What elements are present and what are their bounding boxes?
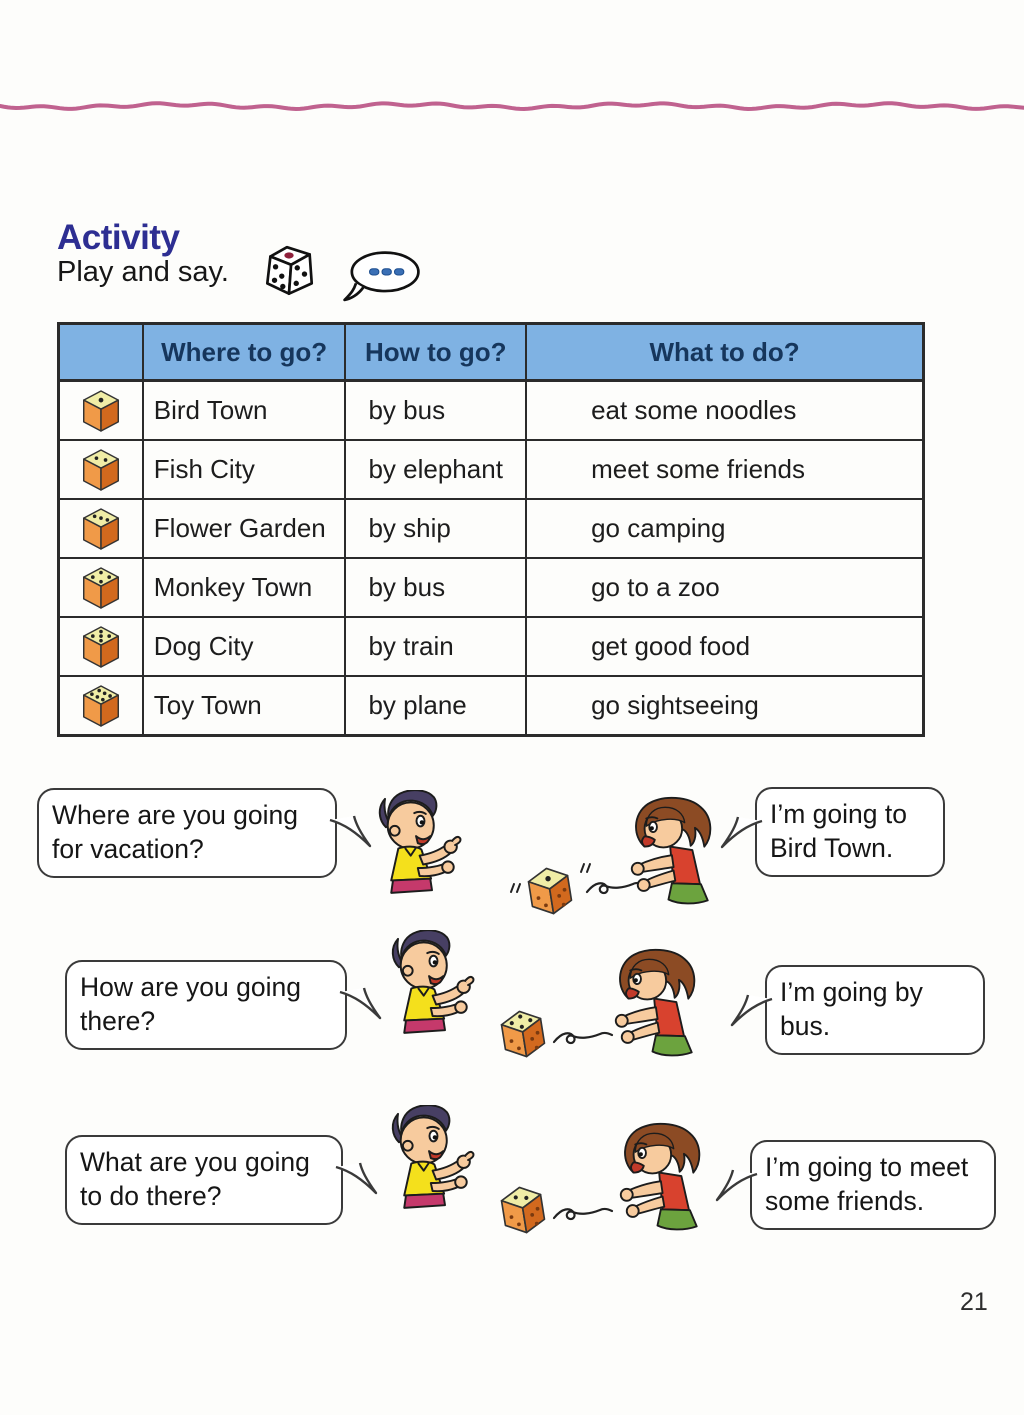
cell-how: by bus	[345, 558, 526, 617]
cell-how: by plane	[345, 676, 526, 736]
table-row	[59, 617, 924, 676]
girl-character-icon	[592, 944, 730, 1072]
bubble-tail	[730, 993, 772, 1027]
answer-bubble-2: I’m going by bus.	[765, 965, 985, 1055]
cell-what: eat some noodles	[526, 381, 923, 441]
flying-dice-icon	[496, 1005, 550, 1064]
dice-1-icon	[81, 388, 121, 434]
bubble-tail	[720, 815, 762, 849]
cell-what: meet some friends	[526, 440, 923, 499]
answer-bubble-1: I’m going to Bird Town.	[755, 787, 945, 877]
dice-6-icon	[81, 683, 121, 729]
dice-column-header	[59, 324, 143, 381]
dialogue-row-2	[0, 928, 1024, 1083]
boy-character-icon	[368, 1105, 483, 1238]
bubble-tail	[715, 1168, 757, 1202]
cell-where: Monkey Town	[143, 558, 346, 617]
wavy-divider	[0, 98, 1024, 116]
cell-how: by train	[345, 617, 526, 676]
girl-character-icon	[608, 792, 746, 920]
cell-what: go camping	[526, 499, 923, 558]
dialogue-row-3	[0, 1100, 1024, 1260]
dice-3-icon	[81, 506, 121, 552]
dice-icon	[258, 242, 320, 302]
col-header-what: What to do?	[526, 324, 923, 381]
cell-how: by elephant	[345, 440, 526, 499]
table-row	[59, 381, 924, 441]
dice-4-icon	[81, 565, 121, 611]
boy-character-icon	[355, 790, 470, 923]
flying-dice-icon	[523, 862, 577, 921]
cell-what: get good food	[526, 617, 923, 676]
speech-bubble-icon	[342, 250, 422, 302]
motion-tick-icon	[578, 862, 594, 874]
question-bubble-3: What are you going to do there?	[65, 1135, 343, 1225]
cell-what: go sightseeing	[526, 676, 923, 736]
table-row	[59, 676, 924, 736]
cell-where: Bird Town	[143, 381, 346, 441]
cell-how: by ship	[345, 499, 526, 558]
question-bubble-2: How are you going there?	[65, 960, 347, 1050]
boy-character-icon	[368, 930, 483, 1063]
table-row	[59, 499, 924, 558]
cell-how: by bus	[345, 381, 526, 441]
flying-dice-icon	[496, 1181, 550, 1240]
table-row	[59, 558, 924, 617]
play-table	[57, 322, 925, 737]
cell-where: Fish City	[143, 440, 346, 499]
motion-tick-icon	[508, 882, 524, 894]
dialogue-row-1	[0, 780, 1024, 930]
col-header-where: Where to go?	[143, 324, 346, 381]
table-row	[59, 440, 924, 499]
table-header-row	[59, 324, 924, 381]
cell-where: Dog City	[143, 617, 346, 676]
cell-what: go to a zoo	[526, 558, 923, 617]
activity-instruction: Play and say.	[57, 256, 229, 288]
dice-5-icon	[81, 624, 121, 670]
answer-bubble-3: I’m going to meet some friends.	[750, 1140, 996, 1230]
question-bubble-1: Where are you going for vacation?	[37, 788, 337, 878]
page-number: 21	[960, 1288, 988, 1316]
dice-2-icon	[81, 447, 121, 493]
cell-where: Toy Town	[143, 676, 346, 736]
page-title: Activity	[57, 218, 180, 257]
col-header-how: How to go?	[345, 324, 526, 381]
cell-where: Flower Garden	[143, 499, 346, 558]
